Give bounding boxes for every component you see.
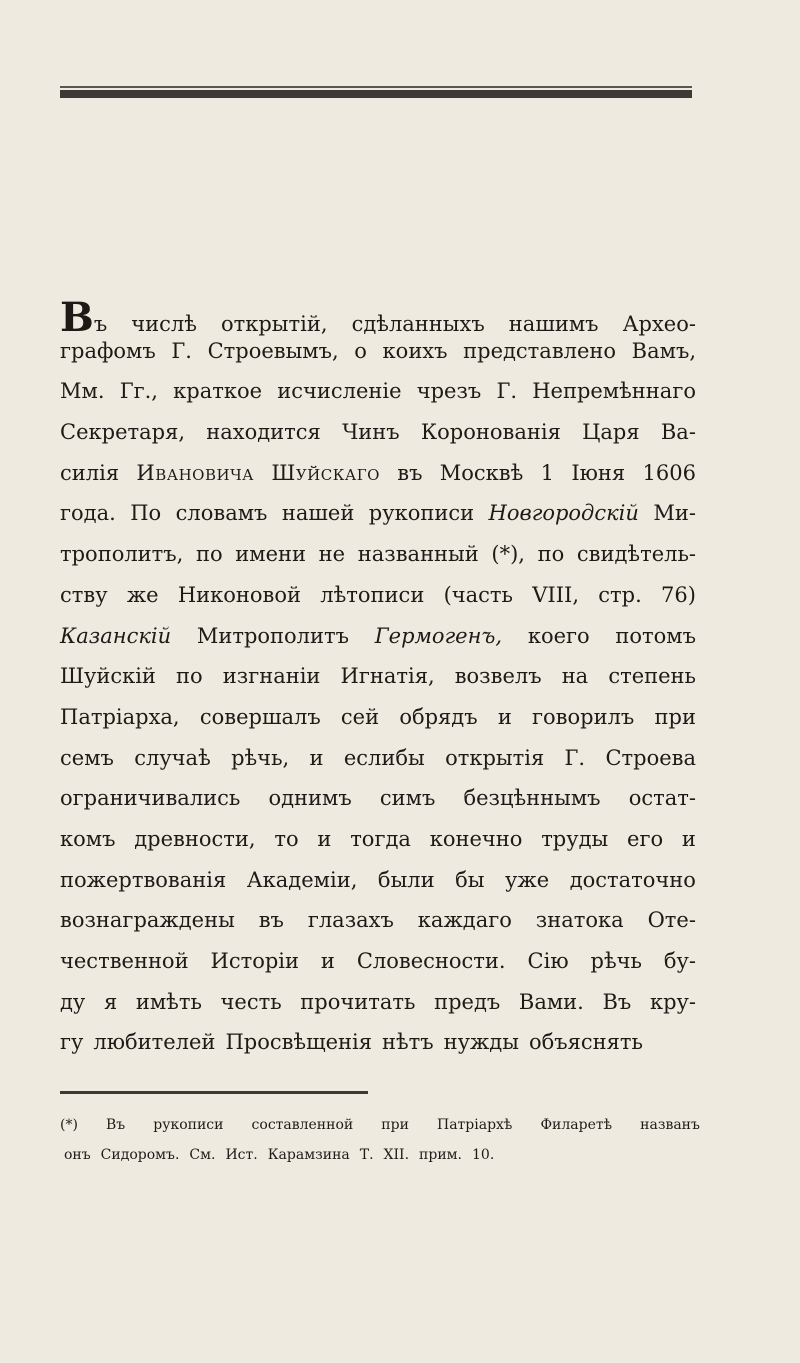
word: рѣчь [590,949,642,973]
word: возвелъ [454,664,542,689]
word: представлено [463,338,617,363]
word: по [176,664,203,689]
word: XII. [383,1147,410,1163]
text-line [60,705,696,746]
word: глазахъ [307,908,394,933]
word: рукописи [368,501,475,526]
word: Просвѣщенія [225,1030,372,1055]
text-line [60,501,696,542]
text-line [60,461,696,502]
text-line [60,949,696,990]
text-line [60,786,696,827]
word: Гг., [119,379,158,404]
word: открытія [445,745,545,770]
word: Коронованія [420,420,561,445]
word: Чинъ [342,420,400,445]
word: Мм. [60,379,105,404]
word: комъ [60,826,116,851]
word: Ивановича [136,460,255,485]
word: находится [206,420,321,445]
word: названный [357,542,479,567]
text-line [60,542,696,583]
word: Секретаря, [60,420,185,445]
word: По [130,501,162,526]
word: его [627,826,664,851]
text-line [60,1030,696,1071]
word: Г. [564,745,586,770]
text-line [60,746,696,787]
word: имени [235,542,307,567]
word: Игнатія, [340,664,435,689]
word: знатока [535,908,624,933]
word: трополитъ, [60,542,184,567]
word: ограничивались [60,786,241,811]
word: 1 [540,460,554,485]
word: бу- [663,949,696,973]
text-line [60,339,696,380]
word: вознаграждены [60,908,235,933]
word: VIII, [532,582,579,607]
word: же [126,582,159,607]
word: уже [505,867,550,892]
word: безцѣннымъ [463,786,601,811]
text-line [60,420,696,461]
word: еслибы [343,745,425,770]
word: симъ [379,786,436,811]
word: ству [60,582,108,607]
word: на [561,664,589,689]
word: Москвѣ [439,460,524,485]
text-line [60,827,696,868]
word: Архео- [622,312,696,336]
word: потомъ [615,623,696,648]
word: въ [397,460,423,485]
word: Г. [496,379,518,404]
footnote-line [60,1117,700,1147]
word: составленной [251,1117,354,1133]
word: открытій, [220,312,328,336]
word: свидѣтель- [576,542,696,567]
word: чрезъ [416,379,482,404]
word: 76) [661,582,696,607]
word: названъ [640,1117,700,1133]
word: сдѣланныхъ [351,312,485,336]
word: и [320,949,335,973]
word: сей [340,704,380,729]
word: остат- [628,786,696,811]
word: честь [220,989,282,1014]
word: краткое [173,379,263,404]
word: Казанскій [60,623,172,648]
word: Патріарха, [60,704,180,729]
word: Въ [106,1117,126,1133]
word: случаѣ [134,745,211,770]
word: Т. [359,1147,374,1163]
word: и [317,826,332,851]
word: Въ [60,294,108,341]
word: лѣтописи [320,582,425,607]
word: Никоновой [177,582,302,607]
word: Шуйскаго [271,460,380,485]
word: Академіи, [246,867,358,892]
word: Строева [605,745,696,770]
body-text [60,294,696,1071]
word: Ва- [660,420,696,445]
word: Шуйскій [60,664,156,689]
word: Гермогенъ, [374,623,503,648]
word: Г. [171,338,192,363]
word: Новгородскій [488,501,639,526]
word: Вамъ, [631,338,696,363]
word: объяснять [528,1030,643,1055]
word: Митрополитъ [196,623,350,648]
word: при [381,1117,409,1133]
word: онъ [64,1147,91,1163]
word: исчисленіе [277,379,402,404]
word: рѣчь, [231,745,290,770]
word: Словесности. [356,949,506,973]
word: конечно [429,826,523,851]
word: Исторіи [210,949,299,973]
word: Филаретѣ [540,1117,613,1133]
word: предъ [434,989,501,1014]
word: въ [258,908,284,933]
word: нашимъ [508,312,599,336]
word: нашей [281,501,355,526]
word: каждаго [417,908,512,933]
word: любителей [93,1030,216,1055]
word: не [318,542,346,567]
word: 1606 [642,460,696,485]
word: коихъ [382,338,448,363]
word: рукописи [153,1117,224,1133]
word: по [195,542,223,567]
word: степень [608,664,696,689]
word: о [354,338,367,363]
word: гу [60,1030,84,1055]
word: то [274,826,299,851]
word: и [309,745,324,770]
text-line [60,624,696,665]
word: Ми- [653,501,696,526]
word: силія [60,460,120,485]
word: графомъ [60,338,156,363]
word: (часть [443,582,513,607]
footnote [60,1117,700,1177]
word: Въ [602,989,632,1014]
text-line [60,868,696,909]
word: Сію [527,949,569,973]
word: бы [455,867,485,892]
word: чественной [60,949,189,973]
word: года. [60,501,116,526]
word: Царя [582,420,640,445]
word: (*), [491,542,525,567]
text-line [60,990,696,1031]
word: тогда [350,826,411,851]
word: и [681,826,696,851]
word: коего [527,623,590,648]
word: и [497,704,512,729]
word: совершалъ [199,704,321,729]
word: были [377,867,435,892]
word: См. [189,1147,216,1163]
word: при [654,704,696,729]
word: Вами. [518,989,584,1014]
word: 10. [472,1147,495,1163]
word: нѣтъ [382,1030,434,1055]
word: имѣть [135,989,202,1014]
word: Карамзина [267,1147,350,1163]
word: Оте- [647,908,696,933]
word: (*) [60,1117,78,1133]
word: Строевымъ, [207,338,339,363]
word: прочитать [300,989,416,1014]
word: древности, [134,826,256,851]
text-line [60,908,696,949]
text-line [60,379,696,420]
word: Патріархѣ [436,1117,513,1133]
text-line [60,583,696,624]
footnote-divider [60,1091,368,1094]
word: ду [60,989,86,1014]
word: достаточно [569,867,696,892]
footnote-line [60,1147,700,1177]
word: словамъ [175,501,268,526]
word: труды [541,826,609,851]
word: семъ [60,745,114,770]
header-ornament-rule [60,86,692,98]
word: нужды [443,1030,519,1055]
word: я [103,989,118,1014]
word: Ист. [225,1147,258,1163]
word: числѣ [131,312,197,336]
word: по [537,542,565,567]
text-line [60,664,696,705]
word: стр. [598,582,642,607]
text-line [60,294,696,341]
word: изгнаніи [222,664,321,689]
word: однимъ [268,786,352,811]
word: прим. [419,1147,462,1163]
word: кру- [649,989,696,1014]
word: пожертвованія [60,867,227,892]
word: Іюня [571,460,626,485]
word: обрядъ [399,704,478,729]
word: Сидоромъ. [100,1147,180,1163]
word: Непремѣннаго [532,379,696,404]
word: говорилъ [532,704,635,729]
